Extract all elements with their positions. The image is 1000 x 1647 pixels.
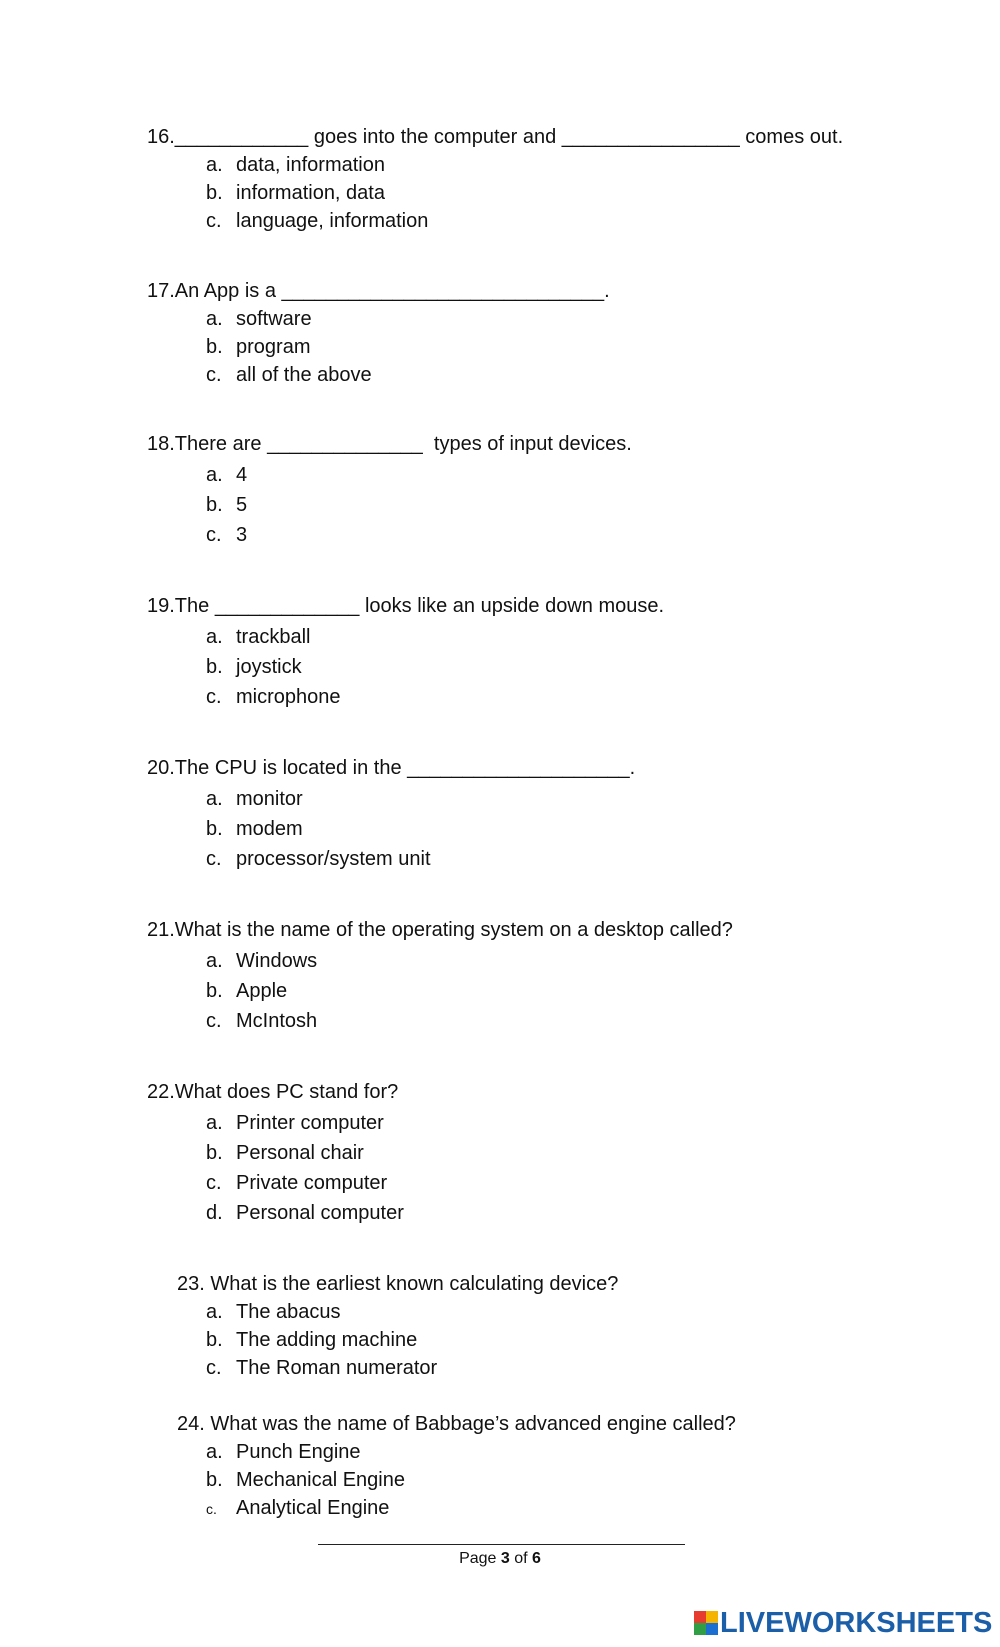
question-stem: 19.The _____________ looks like an upside down mouse. — [147, 595, 665, 617]
option-b[interactable]: b. Personal chair — [206, 1142, 364, 1164]
option-c[interactable]: c. Analytical Engine — [206, 1497, 390, 1519]
option-c[interactable]: c. language, information — [206, 210, 429, 232]
option-c[interactable]: c. all of the above — [206, 364, 372, 386]
option-a[interactable]: a. Windows — [206, 950, 318, 972]
logo-cell — [694, 1611, 706, 1623]
option-d[interactable]: d. Personal computer — [206, 1202, 404, 1224]
option-b[interactable]: b. Mechanical Engine — [206, 1469, 405, 1491]
question-stem: 20.The CPU is located in the ____________________. — [147, 757, 636, 779]
question-stem: 21.What is the name of the operating system on a desktop called? — [147, 919, 733, 941]
question-stem: 24. What was the name of Babbage’s advanced engine called? — [177, 1413, 736, 1435]
logo-cell — [706, 1611, 718, 1623]
option-a[interactable]: a. 4 — [206, 464, 248, 486]
option-c[interactable]: c. Private computer — [206, 1172, 388, 1194]
option-c[interactable]: c. 3 — [206, 524, 248, 546]
question-stem: 23. What is the earliest known calculating device? — [177, 1273, 619, 1295]
option-a[interactable]: a. Printer computer — [206, 1112, 384, 1134]
option-a[interactable]: a. The abacus — [206, 1301, 341, 1323]
option-b[interactable]: b. modem — [206, 818, 303, 840]
liveworksheets-brand[interactable] — [694, 1605, 992, 1641]
option-a[interactable]: a. data, information — [206, 154, 385, 176]
option-c[interactable]: c. processor/system unit — [206, 848, 431, 870]
option-a[interactable]: a. software — [206, 308, 312, 330]
option-b[interactable]: b. The adding machine — [206, 1329, 418, 1351]
question-stem: 18.There are ______________ types of input devices. — [147, 433, 632, 455]
page-number: Page 3 of 6 — [459, 1550, 541, 1567]
question-stem: 16.____________ goes into the computer and ________________ comes out. — [147, 126, 844, 148]
option-b[interactable]: b. joystick — [206, 656, 302, 678]
option-a[interactable]: a. trackball — [206, 626, 311, 648]
option-a[interactable]: a. monitor — [206, 788, 303, 810]
brand-wordmark: LIVEWORKSHEETS — [720, 1606, 993, 1639]
option-b[interactable]: b. 5 — [206, 494, 248, 516]
footer-divider — [318, 1544, 685, 1545]
option-b[interactable]: b. Apple — [206, 980, 288, 1002]
option-c[interactable]: c. The Roman numerator — [206, 1357, 438, 1379]
option-c[interactable]: c. microphone — [206, 686, 341, 708]
option-a[interactable]: a. Punch Engine — [206, 1441, 361, 1463]
question-stem: 22.What does PC stand for? — [147, 1081, 399, 1103]
logo-cell — [706, 1623, 718, 1635]
question-stem: 17.An App is a _____________________________. — [147, 280, 610, 302]
option-b[interactable]: b. information, data — [206, 182, 385, 204]
logo-cell — [694, 1623, 706, 1635]
option-c[interactable]: c. McIntosh — [206, 1010, 318, 1032]
liveworksheets-logo-icon — [694, 1611, 718, 1635]
option-b[interactable]: b. program — [206, 336, 311, 358]
